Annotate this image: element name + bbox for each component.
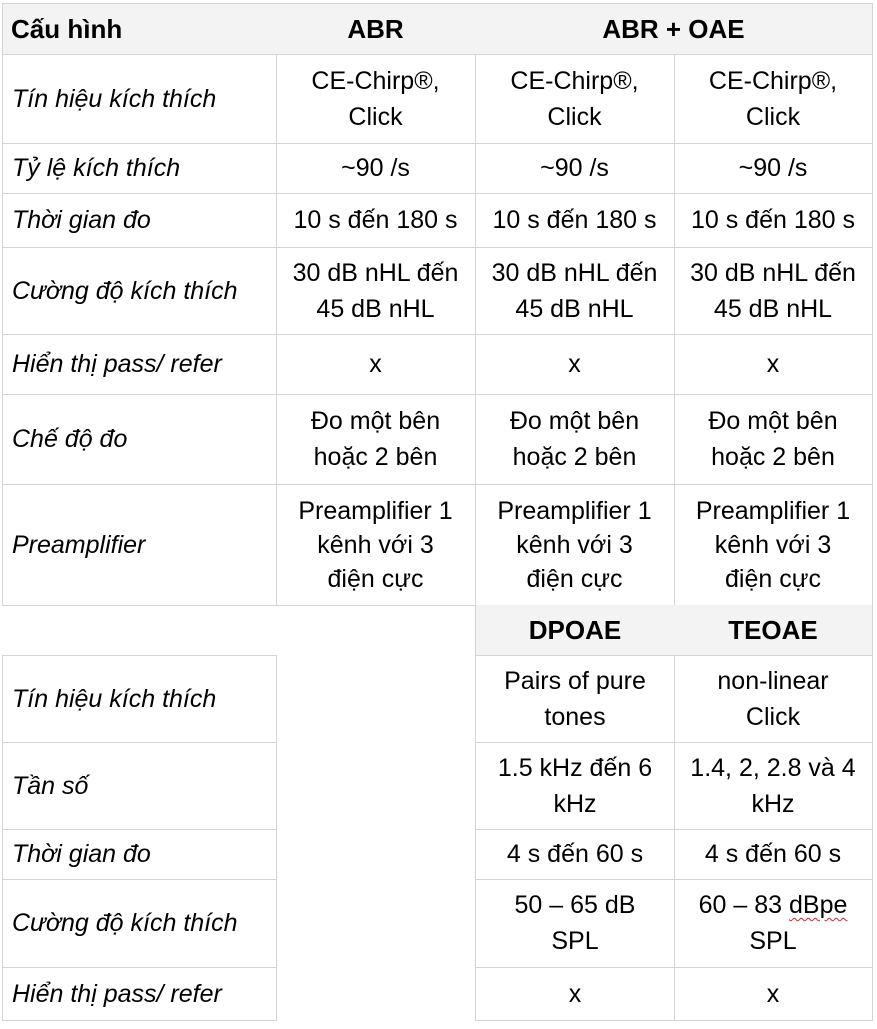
header-config <box>2 3 277 55</box>
cell-line: Click <box>348 102 403 131</box>
row-label <box>2 54 277 144</box>
cell-oae2 <box>674 193 873 248</box>
cell-abr <box>276 334 476 395</box>
cell-dpoae <box>475 879 675 968</box>
cell-oae2 <box>674 54 873 144</box>
row-label-text: Cường độ kích thích <box>12 276 238 305</box>
cell-abr <box>276 247 476 335</box>
cell-line: kênh với 3 <box>516 530 633 559</box>
cell-line: 50 – 65 dB <box>514 891 636 919</box>
cell-oae1 <box>475 193 675 248</box>
cell-oae1 <box>475 484 675 606</box>
cell-text: x <box>766 979 780 1008</box>
cell-text: 10 s đến 180 s <box>690 206 855 234</box>
cell-line: Preamplifier 1 <box>695 496 851 525</box>
cell-line: điện cực <box>725 564 821 593</box>
header-abr-oae-text: ABR + OAE <box>602 14 745 44</box>
cell-line: Preamplifier 1 <box>298 496 453 525</box>
row-label <box>2 967 277 1021</box>
cell-line: Click <box>745 702 801 731</box>
header-dpoae-text: DPOAE <box>528 615 622 645</box>
cell-line: CE-Chirp®, <box>311 66 440 95</box>
header-teoae-text: TEOAE <box>728 615 818 645</box>
cell-line: hoặc 2 bên <box>711 443 835 471</box>
cell-oae1 <box>475 143 675 194</box>
cell-line: hoặc 2 bên <box>313 443 438 471</box>
cell-text: ~90 /s <box>738 154 808 182</box>
row-label-text: Thời gian đo <box>12 840 151 868</box>
cell-line <box>699 887 848 923</box>
row-label <box>2 247 277 335</box>
cell-line: Pairs of pure <box>504 666 646 695</box>
cell-text: 4 s đến 60 s <box>704 840 842 868</box>
cell-abr <box>276 394 476 485</box>
row-label-text: Hiển thị pass/ refer <box>12 979 222 1008</box>
cell-text: x <box>766 350 780 378</box>
header-abr-oae <box>475 3 873 55</box>
cell-line: Đo một bên <box>310 407 441 435</box>
header-abr <box>276 3 476 55</box>
cell-line-text: 60 – 83 dBpe <box>698 891 848 919</box>
row-label <box>2 394 277 485</box>
cell-text: x <box>568 350 581 378</box>
row-label-text: Preamplifier <box>12 530 146 559</box>
row-label <box>2 484 277 606</box>
cell-line: kênh với 3 <box>317 530 434 559</box>
cell-line: hoặc 2 bên <box>512 443 637 471</box>
row-label <box>2 334 277 395</box>
cell-line: 1.5 kHz đến 6 <box>497 753 653 782</box>
cell-oae1 <box>475 54 675 144</box>
row-label-text: Thời gian đo <box>12 206 151 234</box>
cell-text: 4 s đến 60 s <box>506 840 644 868</box>
row-label <box>2 879 277 968</box>
cell-teoae <box>674 967 873 1021</box>
header-dpoae <box>475 605 675 656</box>
cell-line: 1.4, 2, 2.8 và 4 <box>690 753 856 782</box>
cell-text: 10 s đến 180 s <box>492 206 657 234</box>
header-config-text: Cấu hình <box>11 14 123 44</box>
cell-text: x <box>369 350 382 378</box>
row-label-text: Hiển thị pass/ refer <box>12 350 222 378</box>
cell-line: kHz <box>553 789 597 818</box>
cell-line: 45 dB nHL <box>713 294 833 323</box>
cell-oae2 <box>674 247 873 335</box>
cell-line: kênh với 3 <box>714 530 832 559</box>
cell-oae2 <box>674 143 873 194</box>
cell-line: 30 dB nHL đến <box>292 258 459 287</box>
row-label-text: Tỷ lệ kích thích <box>12 154 181 182</box>
cell-line: CE-Chirp®, <box>510 66 639 95</box>
cell-teoae <box>674 655 873 743</box>
cell-dpoae <box>475 829 675 880</box>
cell-oae2 <box>674 334 873 395</box>
header-abr-text: ABR <box>347 14 404 44</box>
cell-line: Đo một bên <box>509 407 640 435</box>
cell-line: 30 dB nHL đến <box>491 258 658 287</box>
cell-abr <box>276 193 476 248</box>
cell-oae1 <box>475 394 675 485</box>
cell-teoae <box>674 742 873 830</box>
cell-text: ~90 /s <box>341 154 410 182</box>
cell-text: 10 s đến 180 s <box>293 206 458 234</box>
cell-teoae <box>674 879 873 968</box>
row-label <box>2 193 277 248</box>
row-label <box>2 829 277 880</box>
cell-line: 30 dB nHL đến <box>690 258 856 287</box>
cell-dpoae <box>475 742 675 830</box>
cell-line: 45 dB nHL <box>515 294 634 323</box>
row-label-text: Cường độ kích thích <box>12 909 238 937</box>
row-label <box>2 143 277 194</box>
cell-abr <box>276 143 476 194</box>
row-label <box>2 742 277 830</box>
cell-line: kHz <box>751 789 795 818</box>
cell-oae2 <box>674 484 873 606</box>
row-label-text: Tín hiệu kích thích <box>12 685 217 713</box>
cell-abr <box>276 54 476 144</box>
cell-line: tones <box>544 702 606 731</box>
row-label-text: Tần số <box>12 771 89 800</box>
cell-dpoae <box>475 967 675 1021</box>
cell-line: SPL <box>749 927 797 955</box>
cell-line: Preamplifier 1 <box>497 496 652 525</box>
row-label <box>2 655 277 743</box>
cell-text: x <box>568 979 582 1008</box>
cell-oae2 <box>674 394 873 485</box>
header-teoae <box>674 605 873 656</box>
cell-teoae <box>674 829 873 880</box>
cell-line: điện cực <box>327 564 424 593</box>
cell-abr <box>276 484 476 606</box>
cell-line: SPL <box>551 927 599 955</box>
cell-text: ~90 /s <box>540 154 609 182</box>
spellcheck-underline: dBpe <box>788 891 848 919</box>
row-label-text: Chế độ đo <box>12 425 128 453</box>
cell-line: Click <box>745 102 801 131</box>
cell-line: non-linear <box>717 666 829 695</box>
cell-dpoae <box>475 655 675 743</box>
cell-line: CE-Chirp®, <box>708 66 838 95</box>
cell-oae1 <box>475 334 675 395</box>
cell-line: Đo một bên <box>708 407 838 435</box>
row-label-text: Tín hiệu kích thích <box>12 84 217 113</box>
cell-line: Click <box>547 102 602 131</box>
cell-oae1 <box>475 247 675 335</box>
cell-line: 45 dB nHL <box>316 294 435 323</box>
cell-line: điện cực <box>526 564 623 593</box>
